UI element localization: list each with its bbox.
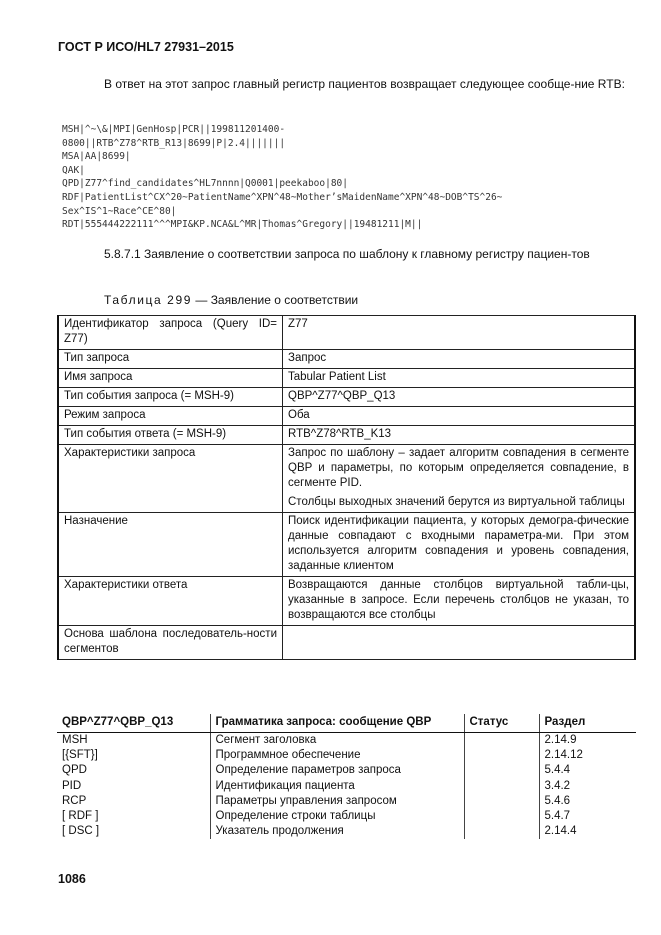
statement-row [58, 369, 635, 388]
statement-value-paragraph [288, 627, 629, 657]
grammar-section: 2.14.12 [544, 749, 583, 762]
statement-field-value [283, 407, 636, 426]
grammar-status [464, 824, 539, 839]
statement-row [58, 577, 635, 626]
grammar-section: 2.14.4 [544, 825, 577, 838]
grammar-row [57, 794, 636, 809]
grammar-segment: PID [57, 779, 210, 794]
statement-value-paragraph: Поиск идентификации пациента, у которых демогра-фические данные совпадают с входными параметра-ми. При этом используется алгоритм совпадения и уровень совпадения, заданные клиентом [288, 515, 629, 572]
grammar-row [57, 748, 636, 763]
statement-row [58, 426, 635, 445]
intro-text: В ответ на этот запрос главный регистр пациентов возвращает следующее сообще-ние RTB: [104, 77, 625, 91]
grammar-description: Сегмент заголовка [210, 733, 464, 749]
statement-field-name: Тип события ответа (= MSH-9) [58, 426, 283, 445]
statement-field-value [283, 316, 636, 350]
message-line: 0800||RTB^Z78^RTB_R13|8699|P|2.4||||||| [62, 137, 286, 149]
grammar-status [464, 748, 539, 763]
statement-row [58, 626, 635, 660]
grammar-header-row [57, 714, 636, 733]
grammar-segment: [ DSC ] [57, 824, 210, 839]
message-line: QPD|Z77^find_candidates^HL7nnnn|Q0001|peekaboo|80| [62, 178, 348, 190]
statement-field-value [283, 513, 636, 577]
message-line: QAK| [62, 164, 85, 176]
grammar-row [57, 809, 636, 824]
statement-value-paragraph: Запрос по шаблону – задает алгоритм совпадения в сегменте QBP и параметры, по которым определяется совпадение, в сегменте PID. [288, 447, 629, 489]
table-caption-dash: — [192, 293, 211, 307]
grammar-description: Указатель продолжения [210, 824, 464, 839]
section-text: 5.8.7.1 Заявление о соответствии запроса по шаблону к главному регистру пациен-тов [104, 247, 590, 261]
statement-row [58, 388, 635, 407]
grammar-status [464, 794, 539, 809]
grammar-status [464, 763, 539, 778]
grammar-description: Определение параметров запроса [210, 763, 464, 778]
grammar-header-message: QBP^Z77^QBP_Q13 [57, 714, 210, 733]
grammar-description: Идентификация пациента [210, 779, 464, 794]
statement-value-paragraph: Оба [288, 409, 310, 421]
hl7-message-block [62, 123, 637, 232]
statement-field-name: Имя запроса [58, 369, 283, 388]
statement-value-paragraph: Запрос [288, 352, 327, 364]
section-paragraph [62, 243, 630, 265]
statement-field-value [283, 350, 636, 369]
grammar-segment: [ RDF ] [57, 809, 210, 824]
statement-value-paragraph: Tabular Patient List [288, 371, 386, 383]
grammar-segment: RCP [57, 794, 210, 809]
message-line: RDF|PatientList^CX^20~PatientName^XPN^48~Mother’sMaidenName^XPN^48~DOB^TS^26~ [62, 191, 503, 203]
grammar-row [57, 733, 636, 749]
table-caption [104, 293, 358, 307]
grammar-row [57, 763, 636, 778]
statement-field-value [283, 577, 636, 626]
statement-field-value [283, 388, 636, 407]
grammar-section: 5.4.6 [544, 794, 571, 807]
statement-field-name: Режим запроса [58, 407, 283, 426]
conformance-statement-table [57, 315, 636, 660]
grammar-status [464, 779, 539, 794]
grammar-header-grammar: Грамматика запроса: сообщение QBP [210, 714, 464, 733]
document-header: ГОСТ Р ИСО/HL7 27931–2015 [58, 40, 234, 54]
grammar-segment: QPD [57, 763, 210, 778]
grammar-section: 5.4.4 [544, 764, 571, 777]
grammar-header-status: Статус [464, 714, 539, 733]
statement-field-name: Характеристики запроса [58, 445, 283, 513]
statement-row [58, 316, 635, 350]
statement-value-paragraph: RTB^Z78^RTB_K13 [288, 428, 392, 440]
statement-field-name: Тип события запроса (= MSH-9) [58, 388, 283, 407]
message-line: MSH|^~\&|MPI|GenHosp|PCR||199811201400- [62, 124, 286, 135]
statement-field-value [283, 626, 636, 660]
statement-field-value [283, 426, 636, 445]
grammar-section: 2.14.9 [544, 734, 577, 746]
grammar-status [464, 809, 539, 824]
grammar-row [57, 824, 636, 839]
statement-value-paragraph: QBP^Z77^QBP_Q13 [288, 390, 396, 402]
grammar-description: Определение строки таблицы [210, 809, 464, 824]
statement-row [58, 407, 635, 426]
statement-field-name: Идентификатор запроса (Query ID= Z77) [58, 316, 283, 350]
statement-field-value [283, 369, 636, 388]
statement-value-paragraph: Z77 [288, 318, 308, 330]
statement-field-name: Назначение [58, 513, 283, 577]
query-grammar-table [57, 714, 636, 839]
table-caption-title: Заявление о соответствии [210, 293, 359, 307]
statement-row [58, 445, 635, 513]
grammar-section: 3.4.2 [544, 779, 571, 792]
grammar-segment: [{SFT}] [57, 748, 210, 763]
grammar-row [57, 779, 636, 794]
statement-field-name: Характеристики ответа [58, 577, 283, 626]
statement-row [58, 513, 635, 577]
message-line: RDT|555444222111^^^MPI&KP.NCA&L^MR|Thomas^Gregory||19481211|M|| [62, 219, 423, 231]
grammar-segment: MSH [57, 733, 210, 749]
message-line: MSA|AA|8699| [62, 151, 131, 163]
grammar-description: Программное обеспечение [210, 748, 464, 763]
statement-field-name: Тип запроса [58, 350, 283, 369]
statement-row [58, 350, 635, 369]
statement-value-paragraph: Возвращаются данные столбцов виртуальной табли-цы, указанные в запросе. Если перечень столбцов не указан, то возвращаются все столбцы [288, 579, 629, 621]
intro-paragraph [62, 73, 630, 95]
grammar-description: Параметры управления запросом [210, 794, 464, 809]
page-number: 1086 [58, 872, 86, 886]
table-caption-label: Таблица 299 [104, 293, 193, 307]
statement-field-value [283, 445, 636, 513]
statement-field-name: Основа шаблона последователь-ности сегментов [58, 626, 283, 660]
grammar-section: 5.4.7 [544, 810, 571, 823]
grammar-status [464, 733, 539, 749]
grammar-header-section: Раздел [539, 714, 636, 733]
message-line: Sex^IS^1~Race^CE^80| [62, 205, 177, 217]
statement-value-paragraph: Столбцы выходных значений берутся из виртуальной таблицы [288, 496, 625, 508]
